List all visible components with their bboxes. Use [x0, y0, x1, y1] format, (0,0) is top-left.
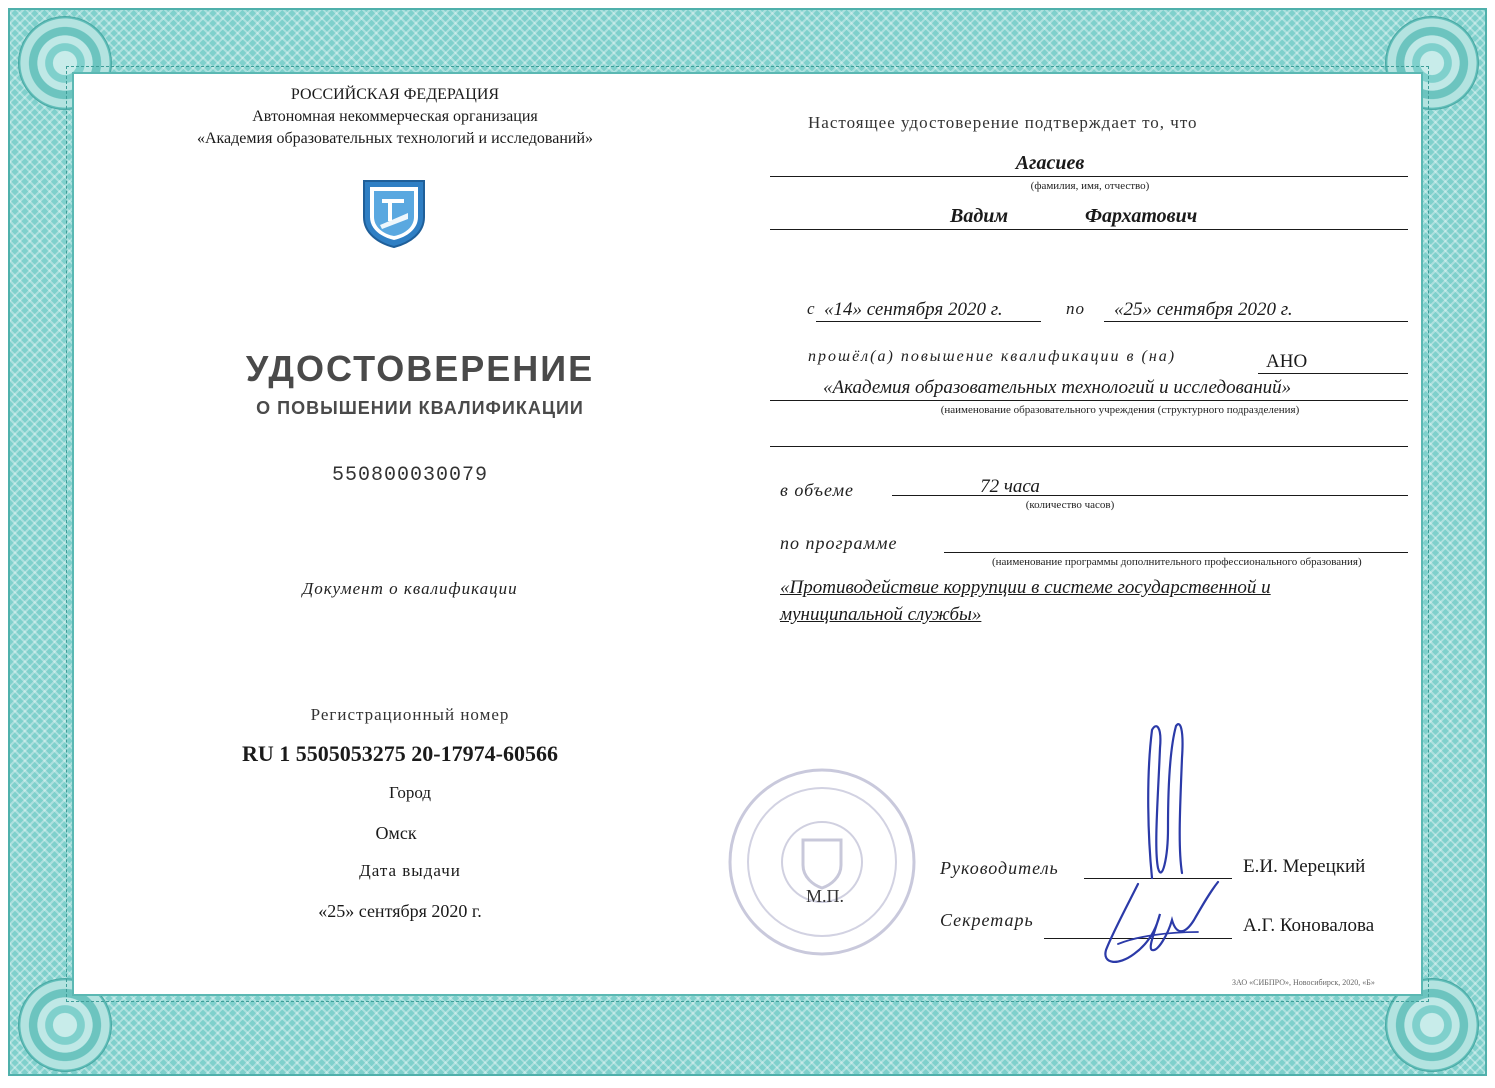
org-extra-line	[770, 446, 1408, 447]
from-label: с	[807, 299, 816, 318]
org-name: «Академия образовательных технологий и исследований»	[196, 130, 594, 147]
volume-label: в объеме	[780, 480, 855, 500]
volume-value: 72 часа	[980, 476, 1040, 497]
serial-number: 550800030079	[331, 464, 489, 487]
issue-date: «25» сентября 2020 г.	[318, 901, 482, 921]
from-date-line	[816, 321, 1041, 322]
surname: Агасиев	[1015, 152, 1085, 174]
from-date: «14» сентября 2020 г.	[824, 299, 1003, 320]
reg-number: RU 1 5505053275 20-17974-60566	[242, 741, 558, 766]
city: Омск	[375, 823, 417, 843]
secretary-signature-icon	[1098, 874, 1228, 970]
date-label: Дата выдачи	[359, 861, 461, 880]
program-line	[944, 552, 1408, 553]
to-label: по	[1066, 299, 1085, 318]
volume-caption: (количество часов)	[1025, 499, 1115, 511]
volume-line	[892, 495, 1408, 496]
intro-text: Настоящее удостоверение подтверждает то, что	[808, 113, 1198, 132]
left-header	[160, 84, 630, 150]
head-signature-icon	[1138, 718, 1198, 888]
country-name: РОССИЙСКАЯ ФЕДЕРАЦИЯ	[290, 86, 500, 103]
program-label: по программе	[780, 533, 898, 553]
fio-line-1	[770, 176, 1408, 177]
doc-subtitle: О ПОВЫШЕНИИ КВАЛИФИКАЦИИ	[256, 398, 584, 418]
head-name: Е.И. Мерецкий	[1243, 856, 1366, 877]
stamp-place-label: М.П.	[806, 886, 845, 906]
org-short: АНО	[1266, 351, 1308, 372]
fio-line-2	[770, 229, 1408, 230]
org-line	[770, 400, 1408, 401]
doc-title: УДОСТОВЕРЕНИЕ	[245, 348, 595, 389]
org-full: «Академия образовательных технологий и исследований»	[823, 377, 1292, 398]
official-stamp-icon	[725, 765, 920, 960]
reg-label: Регистрационный номер	[310, 705, 510, 724]
first-name: Вадим	[950, 205, 1009, 227]
program-name-line-2: муниципальной службы»	[780, 604, 982, 625]
doc-kind: Документ о квалификации	[302, 579, 518, 598]
program-caption: (наименование программы дополнительного профессионального образования)	[992, 556, 1362, 568]
to-date: «25» сентября 2020 г.	[1114, 299, 1293, 320]
academy-logo-icon	[360, 177, 428, 249]
head-label: Руководитель	[940, 858, 1059, 878]
program-name-line-1: «Противодействие коррупции в системе государственной и	[780, 577, 1271, 598]
to-date-line	[1104, 321, 1408, 322]
org-short-line	[1258, 373, 1408, 374]
fio-caption: (фамилия, имя, отчество)	[1030, 180, 1150, 192]
patronymic: Фархатович	[1085, 205, 1198, 227]
secretary-label: Секретарь	[940, 910, 1034, 930]
secretary-name: А.Г. Коновалова	[1243, 915, 1375, 936]
org-caption: (наименование образовательного учреждения (структурного подразделения)	[940, 404, 1300, 416]
org-type: Автономная некоммерческая организация	[252, 108, 538, 125]
passed-label: прошёл(а) повышение квалификации в (на)	[808, 348, 1177, 365]
printer-note: ЗАО «СИБПРО», Новосибирск, 2020, «Б»	[1232, 978, 1375, 987]
city-label: Город	[389, 783, 431, 802]
